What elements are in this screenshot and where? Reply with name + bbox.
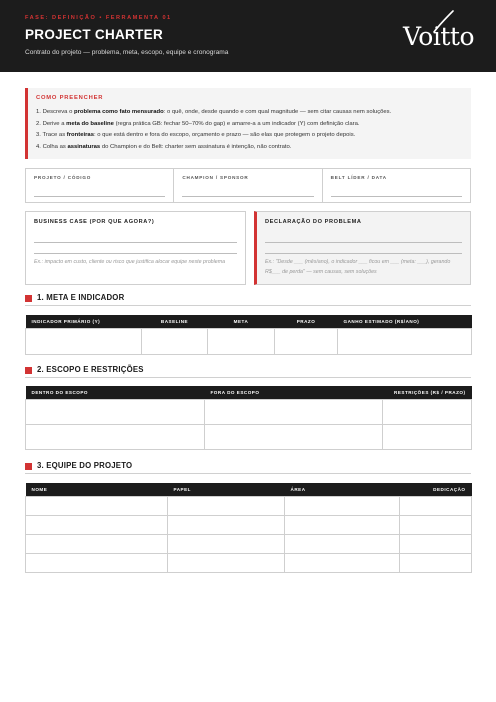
table-cell[interactable]: [285, 553, 400, 572]
project-code-field[interactable]: [26, 169, 174, 202]
section-title: 3. EQUIPE DO PROJETO: [37, 461, 133, 470]
table-cell[interactable]: [168, 496, 285, 515]
problem-statement-card[interactable]: [254, 211, 471, 285]
table-cell[interactable]: [205, 399, 383, 424]
fill-line: [331, 196, 462, 197]
table-cell[interactable]: [275, 328, 338, 354]
instructions-list: [36, 107, 461, 153]
table-row: [26, 496, 472, 515]
team-table: [25, 483, 472, 573]
table-header-row: [26, 315, 472, 328]
table-cell[interactable]: [168, 553, 285, 572]
column-header: DENTRO DO ESCOPO: [26, 386, 205, 399]
table-cell[interactable]: [26, 496, 168, 515]
table-cell[interactable]: [142, 328, 208, 354]
table-header-row: [26, 386, 472, 399]
instructions-box: [25, 88, 471, 159]
page-header: [0, 0, 496, 72]
brand-logo: Voitto: [403, 22, 474, 51]
table-cell[interactable]: [26, 515, 168, 534]
column-header: FORA DO ESCOPO: [205, 386, 383, 399]
page-subtitle: Contrato do projeto — problema, meta, escopo, equipe e cronograma: [25, 49, 229, 56]
table-cell[interactable]: [26, 424, 205, 449]
section-scope-header: [25, 364, 471, 378]
fill-line: [182, 196, 313, 197]
table-row: [26, 534, 472, 553]
project-id-row: [25, 168, 471, 203]
section-marker-icon: [25, 463, 32, 470]
table-cell[interactable]: [208, 328, 275, 354]
table-cell[interactable]: [26, 399, 205, 424]
column-header: META: [208, 315, 275, 328]
belt-field[interactable]: [323, 169, 470, 202]
section-title: 2. ESCOPO E RESTRIÇÕES: [37, 365, 144, 374]
goal-table: [25, 315, 472, 355]
business-case-title: BUSINESS CASE (POR QUE AGORA?): [34, 219, 155, 225]
table-cell[interactable]: [338, 328, 472, 354]
column-header: ÁREA: [285, 483, 400, 496]
table-header-row: [26, 483, 472, 496]
table-cell[interactable]: [26, 534, 168, 553]
table-cell[interactable]: [383, 399, 472, 424]
table-cell[interactable]: [168, 515, 285, 534]
project-code-label: PROJETO / CÓDIGO: [34, 175, 92, 180]
section-team-header: [25, 460, 471, 474]
instruction-step: 2. Derive a meta do baseline (regra prática GB: fechar 50–70% do gap) e amarre-a a um indicador (Y) com definição clara.: [36, 120, 360, 127]
belt-label: BELT LÍDER / DATA: [330, 175, 387, 180]
champion-field[interactable]: [174, 169, 322, 202]
instruction-step: 4. Colha as assinaturas do Champion e do Belt: charter sem assinatura é intenção, não contrato.: [36, 143, 292, 150]
column-header: BASELINE: [142, 315, 208, 328]
section-marker-icon: [25, 295, 32, 302]
table-cell[interactable]: [285, 496, 400, 515]
table-row: [26, 399, 472, 424]
column-header: INDICADOR PRIMÁRIO (Y): [26, 315, 142, 328]
section-title: 1. META E INDICADOR: [37, 293, 125, 302]
instructions-title: COMO PREENCHER: [36, 95, 104, 101]
business-case-card[interactable]: [25, 211, 246, 285]
section-marker-icon: [25, 367, 32, 374]
table-row: [26, 553, 472, 572]
column-header: RESTRIÇÕES (R$ / PRAZO): [383, 386, 472, 399]
table-cell[interactable]: [400, 515, 472, 534]
table-cell[interactable]: [26, 553, 168, 572]
table-cell[interactable]: [168, 534, 285, 553]
problem-statement-hint: Ex.: "Desde ___ (mês/ano), o indicador ___ ficou em ___ (meta: ___), gerando R$___ de perda" — sem causas, sem soluções: [265, 259, 451, 275]
problem-statement-title: DECLARAÇÃO DO PROBLEMA: [265, 219, 362, 225]
table-cell[interactable]: [26, 328, 142, 354]
column-header: NOME: [26, 483, 168, 496]
table-cell[interactable]: [400, 553, 472, 572]
champion-label: CHAMPION / SPONSOR: [182, 175, 249, 180]
column-header: DEDICAÇÃO: [400, 483, 472, 496]
table-row: [26, 515, 472, 534]
fill-line: [265, 253, 462, 254]
fill-line: [34, 196, 165, 197]
fill-line: [34, 253, 237, 254]
instruction-step: 1. Descreva o problema como fato mensurado: o quê, onde, desde quando e com qual magnitude — sem citar causas nem soluções.: [36, 109, 392, 115]
table-cell[interactable]: [205, 424, 383, 449]
fill-line: [265, 242, 462, 243]
scope-table: [25, 386, 472, 450]
table-cell[interactable]: [383, 424, 472, 449]
phase-label: FASE: DEFINIÇÃO • FERRAMENTA 01: [25, 15, 172, 21]
fill-line: [34, 242, 237, 243]
column-header: PAPEL: [168, 483, 285, 496]
table-cell[interactable]: [400, 496, 472, 515]
table-cell[interactable]: [285, 515, 400, 534]
table-row: [26, 328, 472, 354]
column-header: PRAZO: [275, 315, 338, 328]
table-cell[interactable]: [400, 534, 472, 553]
column-header: GANHO ESTIMADO (R$/ANO): [338, 315, 472, 328]
instruction-step: 3. Trace as fronteiras: o que está dentro e fora do escopo, orçamento e prazo — são elas que protegem o projeto depois.: [36, 132, 356, 138]
business-case-hint: Ex.: impacto em custo, cliente ou risco que justifica alocar equipe neste problema: [34, 259, 226, 265]
section-goal-header: [25, 292, 471, 306]
table-cell[interactable]: [285, 534, 400, 553]
page-title: PROJECT CHARTER: [25, 27, 164, 42]
table-row: [26, 424, 472, 449]
